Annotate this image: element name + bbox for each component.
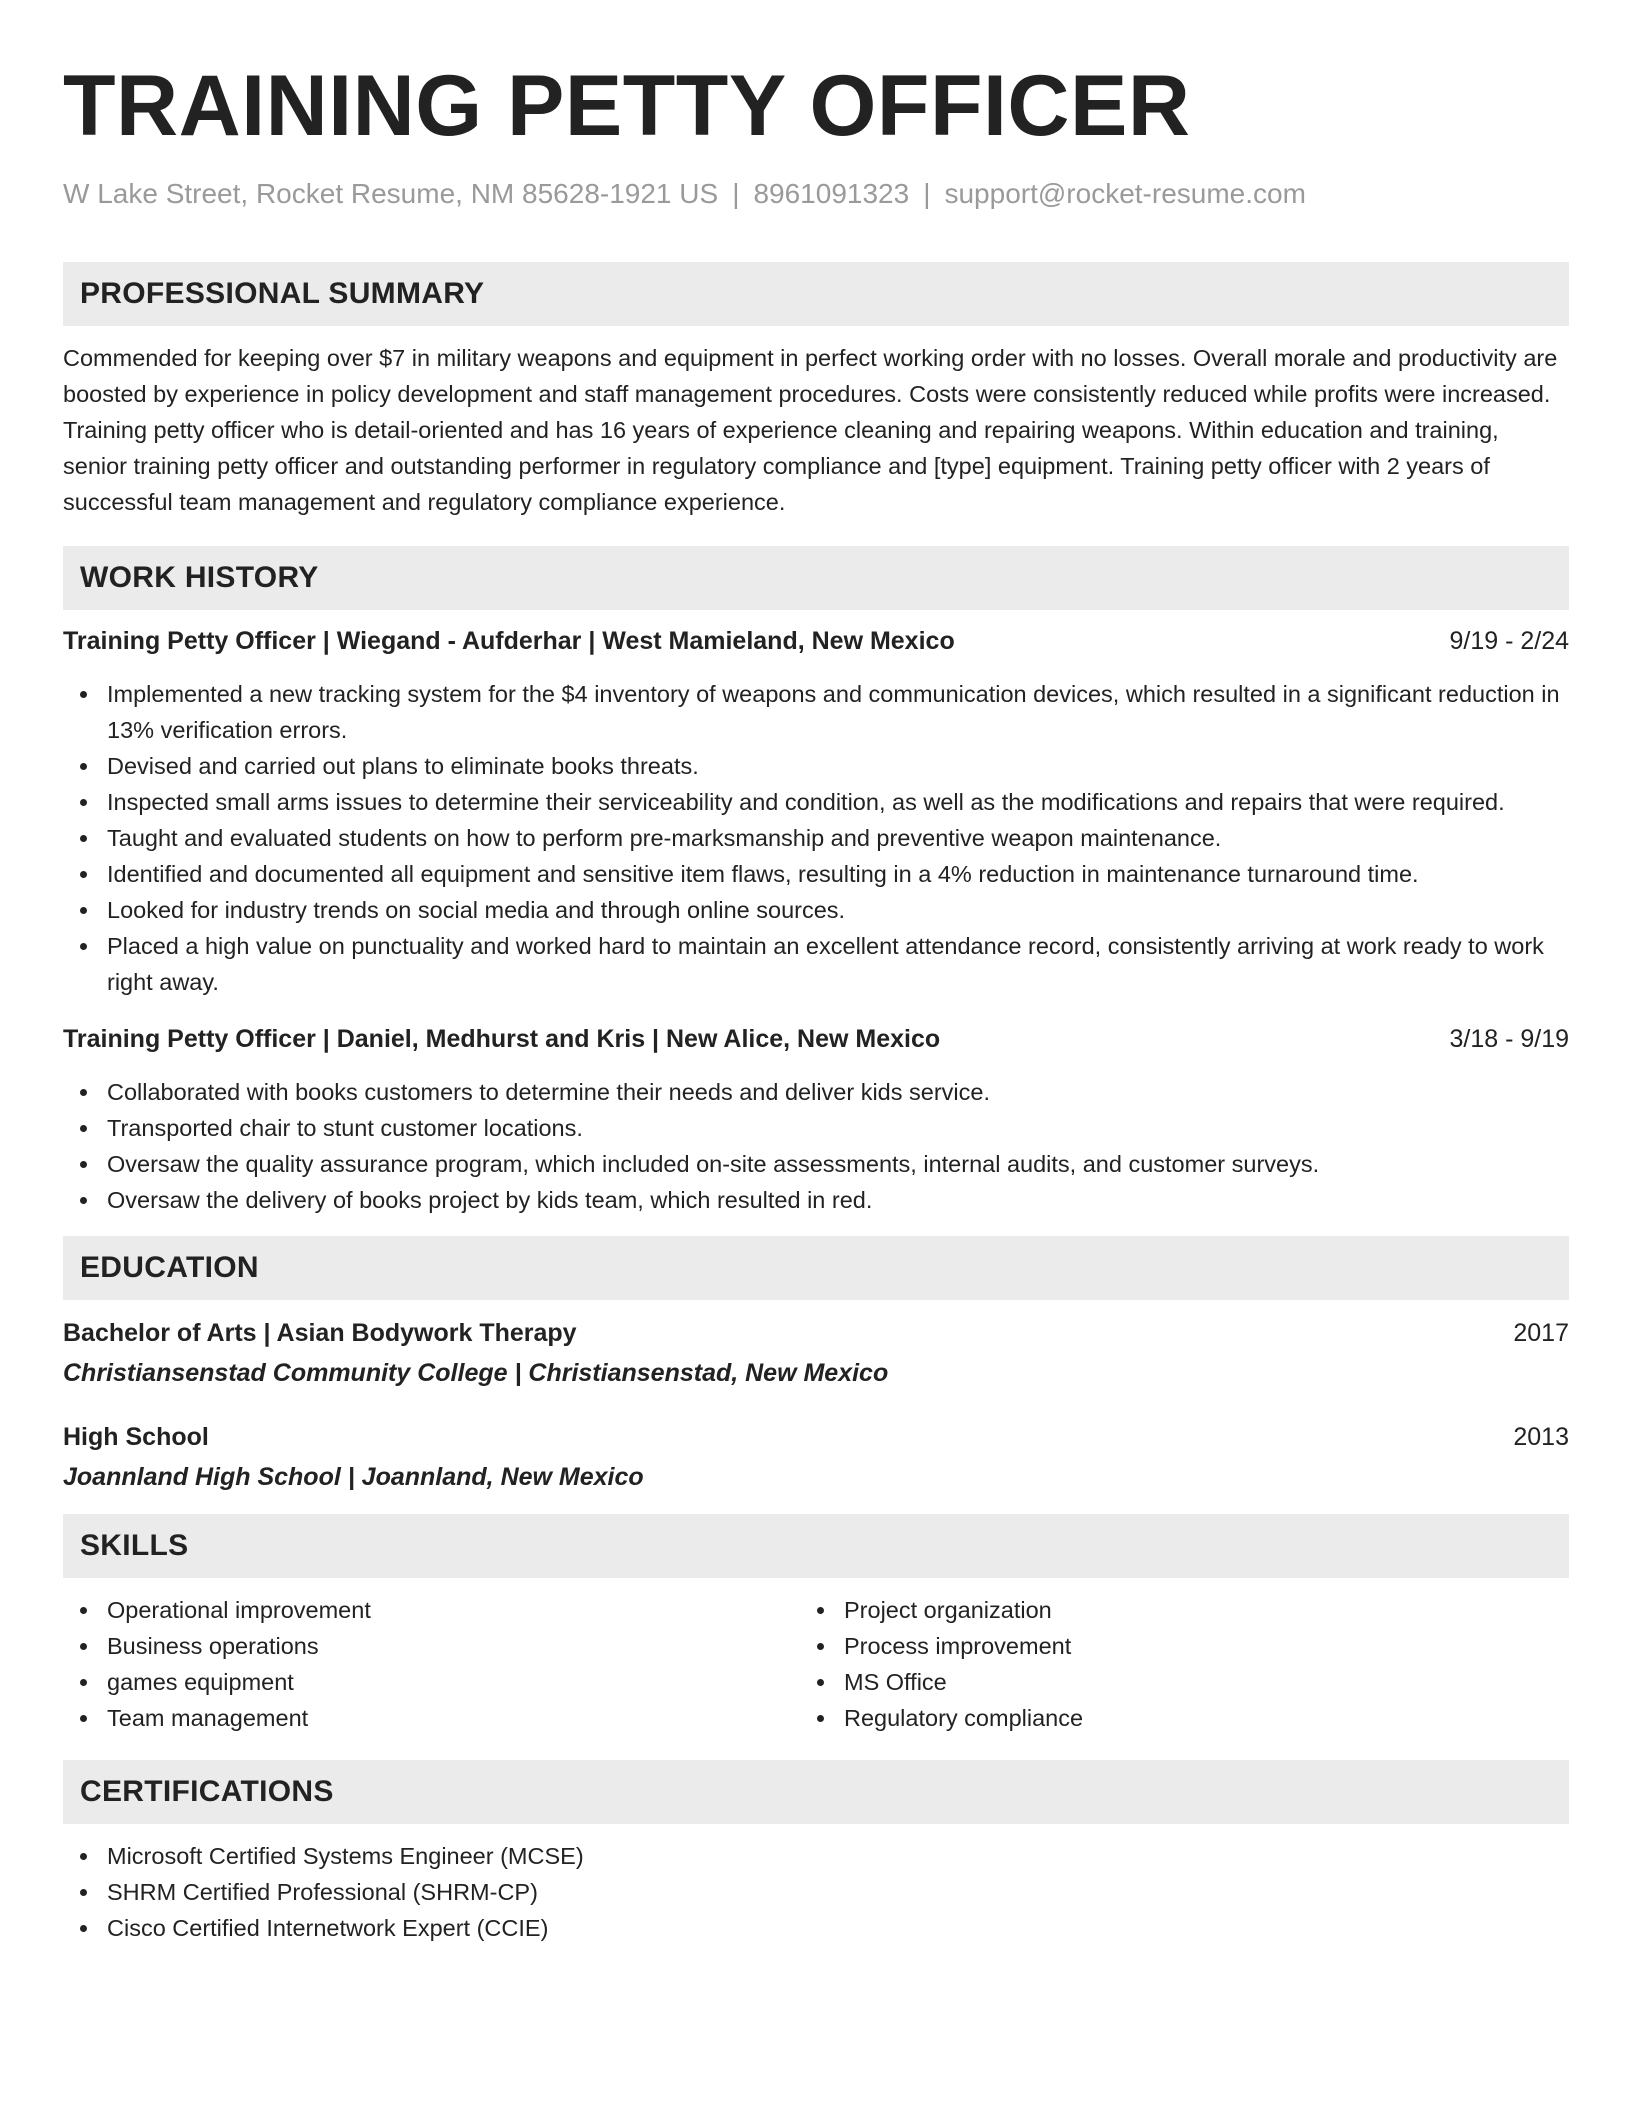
job-header	[63, 1022, 1569, 1056]
job-bullet: Looked for industry trends on social media and through online sources.	[107, 892, 1569, 928]
education-school: Joannland High School | Joannland, New Mexico	[63, 1463, 644, 1491]
job-dates: 3/18 - 9/19	[1449, 1025, 1569, 1053]
certification-item: SHRM Certified Professional (SHRM-CP)	[107, 1874, 1569, 1910]
job-bullet: Transported chair to stunt customer locations.	[107, 1110, 1569, 1146]
skills-heading: SKILLS	[63, 1514, 1569, 1578]
skills-list	[63, 1592, 1569, 1736]
contact-line	[63, 176, 1569, 212]
skill-item: Team management	[107, 1700, 800, 1736]
job-bullet: Inspected small arms issues to determine their serviceability and condition, as well as the modifications and repairs that were required.	[107, 784, 1569, 820]
education-school: Christiansenstad Community College | Christiansenstad, New Mexico	[63, 1359, 889, 1387]
job-bullets	[63, 676, 1569, 1000]
job-bullet: Taught and evaluated students on how to perform pre-marksmanship and preventive weapon maintenance.	[107, 820, 1569, 856]
job-bullet: Implemented a new tracking system for the $4 inventory of weapons and communication devices, which resulted in a significant reduction in 13% verification errors.	[107, 676, 1569, 748]
education-header	[63, 1420, 1569, 1454]
job-entry	[63, 1022, 1569, 1218]
job-header	[63, 624, 1569, 658]
skill-item: MS Office	[844, 1664, 1537, 1700]
certification-item: Cisco Certified Internetwork Expert (CCIE)	[107, 1910, 1569, 1946]
job-bullet: Identified and documented all equipment and sensitive item flaws, resulting in a 4% reduction in maintenance turnaround time.	[107, 856, 1569, 892]
job-entry	[63, 624, 1569, 1000]
job-bullet: Devised and carried out plans to eliminate books threats.	[107, 748, 1569, 784]
education-entry	[63, 1316, 1569, 1390]
skill-item: Operational improvement	[107, 1592, 800, 1628]
contact-phone: 8961091323	[753, 178, 910, 209]
job-bullets	[63, 1074, 1569, 1218]
skill-item: Process improvement	[844, 1628, 1537, 1664]
education-heading: EDUCATION	[63, 1236, 1569, 1300]
contact-address: W Lake Street, Rocket Resume, NM 85628-1921 US	[63, 178, 719, 209]
skills-column-left	[63, 1592, 800, 1736]
certification-item: Microsoft Certified Systems Engineer (MCSE)	[107, 1838, 1569, 1874]
job-bullet: Oversaw the delivery of books project by kids team, which resulted in red.	[107, 1182, 1569, 1218]
education-entry	[63, 1420, 1569, 1494]
skill-item: Regulatory compliance	[844, 1700, 1537, 1736]
skill-item: Business operations	[107, 1628, 800, 1664]
job-title: Training Petty Officer | Wiegand - Aufderhar | West Mamieland, New Mexico	[63, 627, 955, 655]
job-dates: 9/19 - 2/24	[1449, 627, 1569, 655]
contact-separator: |	[923, 178, 931, 209]
job-bullet: Placed a high value on punctuality and worked hard to maintain an excellent attendance record, consistently arriving at work ready to work right away.	[107, 928, 1569, 1000]
contact-email: support@rocket-resume.com	[944, 178, 1306, 209]
job-bullet: Collaborated with books customers to determine their needs and deliver kids service.	[107, 1074, 1569, 1110]
work-history-heading: WORK HISTORY	[63, 546, 1569, 610]
contact-separator: |	[732, 178, 740, 209]
resume-name: TRAINING PETTY OFFICER	[63, 58, 1191, 154]
education-header	[63, 1316, 1569, 1350]
education-degree: High School	[63, 1423, 209, 1451]
summary-heading: PROFESSIONAL SUMMARY	[63, 262, 1569, 326]
skills-column-right	[800, 1592, 1537, 1736]
job-title: Training Petty Officer | Daniel, Medhurst and Kris | New Alice, New Mexico	[63, 1025, 941, 1053]
education-year: 2013	[1513, 1423, 1569, 1451]
certifications-heading: CERTIFICATIONS	[63, 1760, 1569, 1824]
summary-text: Commended for keeping over $7 in military weapons and equipment in perfect working order with no losses. Overall morale and productivity are boosted by experience in policy development and staff management procedures. Costs were consistently reduced while profits were increased. Training petty officer who is detail-oriented and has 16 years of experience cleaning and repairing weapons. Within education and training, senior training petty officer and outstanding performer in regulatory compliance and [type] equipment. Training petty officer with 2 years of successful team management and regulatory compliance experience.	[63, 345, 1558, 515]
skill-item: games equipment	[107, 1664, 800, 1700]
education-year: 2017	[1513, 1319, 1569, 1347]
skill-item: Project organization	[844, 1592, 1537, 1628]
certifications-list	[63, 1838, 1569, 1946]
job-bullet: Oversaw the quality assurance program, which included on-site assessments, internal audits, and customer surveys.	[107, 1146, 1569, 1182]
education-degree: Bachelor of Arts | Asian Bodywork Therapy	[63, 1319, 577, 1347]
